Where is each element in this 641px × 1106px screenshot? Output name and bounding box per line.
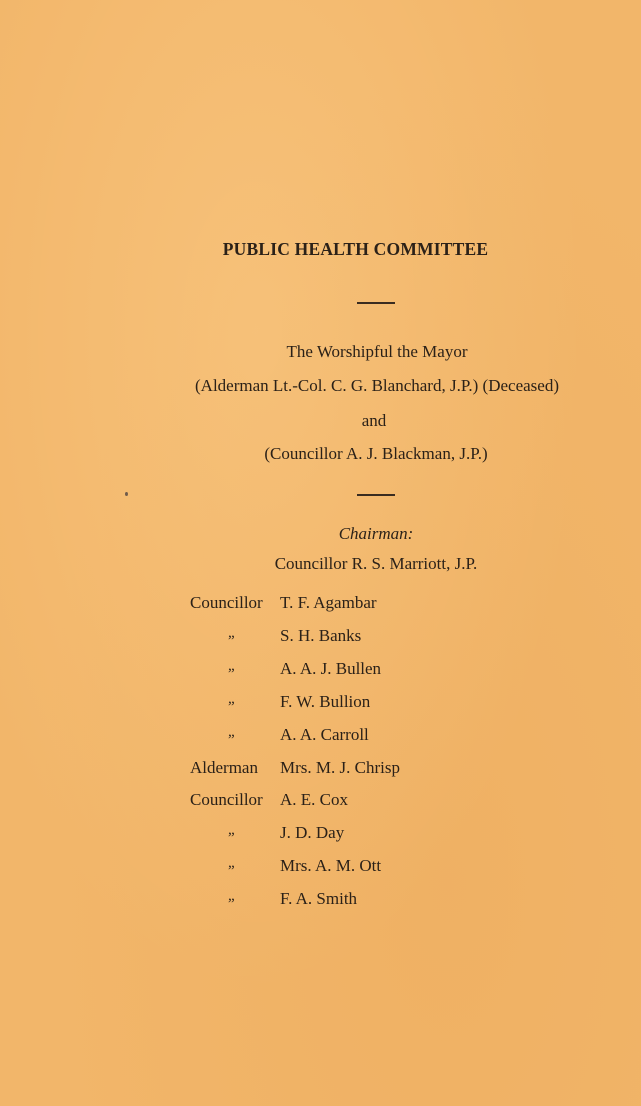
member-name: T. F. Agambar (280, 593, 377, 612)
conjunction-line: and (361, 411, 387, 430)
ditto-mark: „ (228, 822, 235, 838)
divider-rule (357, 302, 395, 304)
member-name: S. H. Banks (280, 626, 362, 645)
page-title: PUBLIC HEALTH COMMITTEE (222, 239, 489, 259)
member-title: Councillor (190, 593, 263, 612)
member-title: Alderman (190, 758, 258, 777)
ditto-mark: „ (228, 625, 235, 641)
ditto-mark: „ (228, 888, 235, 904)
chairman-name: Councillor R. S. Marriott, J.P. (274, 554, 478, 573)
mayor-line: The Worshipful the Mayor (286, 342, 468, 361)
member-name: A. A. J. Bullen (280, 659, 382, 678)
ditto-mark: „ (228, 724, 235, 740)
chairman-label: Chairman: (338, 524, 414, 543)
mayor-successor-line: (Councillor A. J. Blackman, J.P.) (264, 444, 488, 463)
member-name: A. E. Cox (280, 790, 348, 809)
member-name: F. A. Smith (280, 889, 358, 908)
member-title: Councillor (190, 790, 263, 809)
member-name: F. W. Bullion (280, 692, 371, 711)
member-name: J. D. Day (280, 823, 345, 842)
paper-speck (125, 492, 128, 496)
ditto-mark: „ (228, 855, 235, 871)
member-name: Mrs. M. J. Chrisp (280, 758, 400, 777)
mayor-name-line: (Alderman Lt.-Col. C. G. Blanchard, J.P.) (Deceased) (195, 376, 559, 395)
ditto-mark: „ (228, 658, 235, 674)
divider-rule (357, 494, 395, 496)
member-name: Mrs. A. M. Ott (280, 856, 382, 875)
ditto-mark: „ (228, 691, 235, 707)
member-name: A. A. Carroll (280, 725, 369, 744)
